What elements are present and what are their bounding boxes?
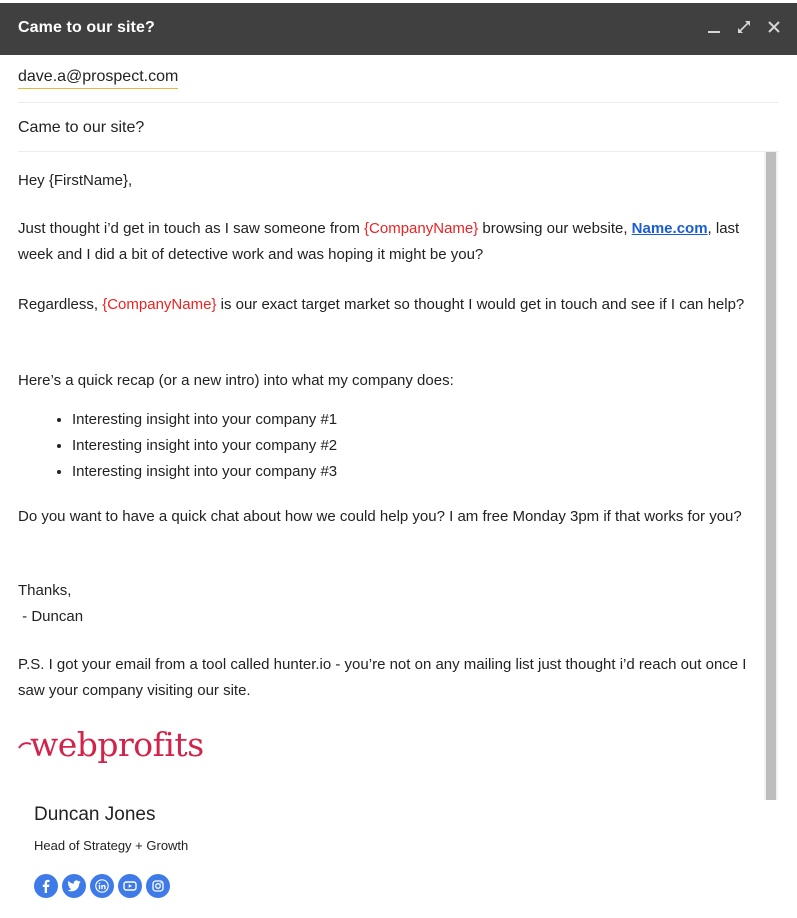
signature-title: Head of Strategy + Growth bbox=[34, 838, 189, 853]
subject-value: Came to our site? bbox=[18, 119, 145, 136]
vertical-scrollbar[interactable] bbox=[764, 152, 778, 800]
webprofits-logo bbox=[18, 725, 204, 764]
company-placeholder: {CompanyName} bbox=[102, 296, 217, 313]
list-item: • Interesting insight into your company #1 bbox=[72, 407, 337, 433]
linkedin-icon[interactable] bbox=[90, 874, 114, 898]
instagram-icon[interactable] bbox=[146, 874, 170, 898]
signature-name: Duncan Jones bbox=[34, 804, 156, 825]
intro-text-1: Just thought i’d get in touch as I saw someone from bbox=[18, 220, 365, 237]
paragraph-target bbox=[18, 292, 760, 318]
message-body[interactable] bbox=[18, 152, 760, 918]
intro-text-2: browsing our website, bbox=[478, 220, 632, 237]
signer: - Duncan bbox=[18, 608, 84, 625]
scrollbar-thumb[interactable] bbox=[766, 152, 776, 800]
signoff-block bbox=[18, 578, 83, 630]
to-field[interactable] bbox=[18, 55, 779, 103]
logo-wordmark: webprofits bbox=[30, 725, 204, 764]
minimize-icon[interactable] bbox=[705, 17, 723, 37]
insight-list bbox=[18, 407, 337, 485]
paragraph-intro bbox=[18, 216, 760, 268]
youtube-icon[interactable] bbox=[118, 874, 142, 898]
paragraph-chat: Do you want to have a quick chat about how we could help you? I am free Monday 3pm if that works for you? bbox=[18, 508, 742, 525]
target-text-1: Regardless, bbox=[18, 296, 103, 313]
subject-field[interactable] bbox=[18, 103, 779, 152]
expand-icon[interactable] bbox=[735, 17, 753, 37]
postscript: P.S. I got your email from a tool called hunter.io - you’re not on any mailing list just thought i’d reach out once I saw your company visiting our site. bbox=[18, 656, 747, 699]
signoff: Thanks, bbox=[18, 582, 72, 599]
facebook-icon[interactable] bbox=[34, 874, 58, 898]
company-placeholder: {CompanyName} bbox=[364, 220, 479, 237]
twitter-icon[interactable] bbox=[62, 874, 86, 898]
close-icon[interactable] bbox=[765, 17, 783, 37]
paragraph-recap: Here’s a quick recap (or a new intro) into what my company does: bbox=[18, 372, 454, 389]
list-item: • Interesting insight into your company #2 bbox=[72, 433, 337, 459]
list-item: • Interesting insight into your company #3 bbox=[72, 459, 337, 485]
target-text-2: is our exact target market so thought I would get in touch and see if I can help? bbox=[216, 296, 745, 313]
social-links bbox=[34, 874, 170, 898]
website-link[interactable]: Name.com bbox=[631, 220, 708, 237]
compose-title-bar[interactable] bbox=[0, 3, 797, 55]
compose-title: Came to our site? bbox=[18, 19, 155, 36]
intro-text-3: , last week and I did a bit of detective work and was hoping it might be you? bbox=[18, 220, 740, 263]
window-controls bbox=[705, 17, 783, 37]
greeting: Hey {FirstName}, bbox=[18, 172, 133, 189]
recipient-chip[interactable]: dave.a@prospect.com bbox=[18, 68, 178, 89]
